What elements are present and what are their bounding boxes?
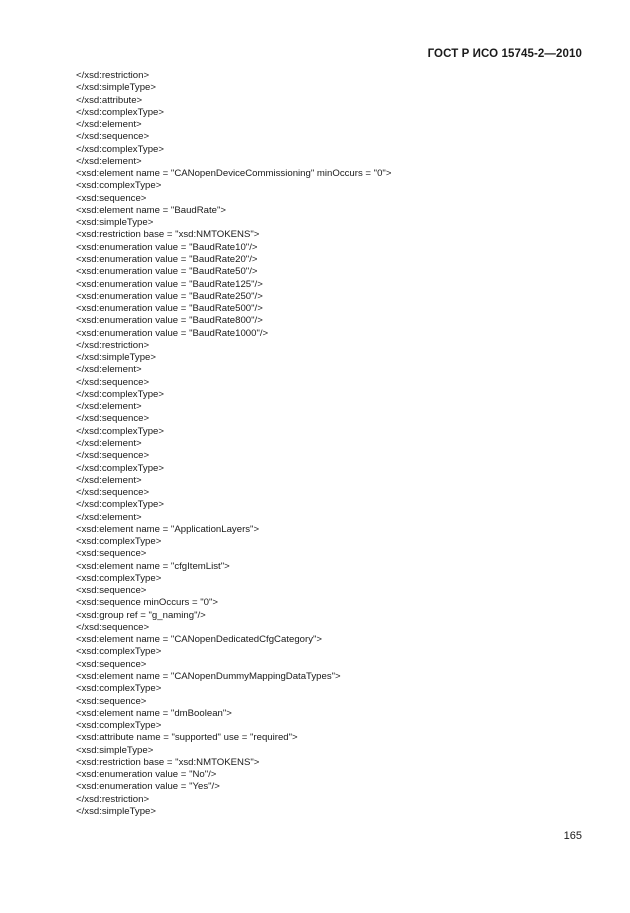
code-line: <xsd:enumeration value = "BaudRate500"/> — [76, 303, 263, 315]
code-line: </xsd:complexType> — [76, 425, 164, 437]
code-line: </xsd:simpleType> — [76, 82, 156, 94]
code-line: <xsd:sequence> — [76, 658, 147, 670]
code-line: </xsd:element> — [76, 119, 142, 131]
code-line: <xsd:element name = "BaudRate"> — [76, 204, 227, 216]
code-line: <xsd:element name = "cfgItemList"> — [76, 560, 230, 572]
code-line: </xsd:sequence> — [76, 376, 150, 388]
code-line: </xsd:complexType> — [76, 106, 164, 118]
code-line: <xsd:sequence> — [76, 192, 147, 204]
code-line: <xsd:sequence> — [76, 585, 147, 597]
code-line: </xsd:complexType> — [76, 143, 164, 155]
code-line: <xsd:element name = "dmBoolean"> — [76, 707, 232, 719]
code-line: </xsd:restriction> — [76, 793, 150, 805]
code-line: </xsd:complexType> — [76, 499, 164, 511]
code-line: </xsd:sequence> — [76, 413, 150, 425]
code-line: <xsd:simpleType> — [76, 217, 154, 229]
code-line: <xsd:complexType> — [76, 180, 162, 192]
code-line: <xsd:restriction base = "xsd:NMTOKENS"> — [76, 229, 260, 241]
code-line: <xsd:enumeration value = "BaudRate50"/> — [76, 266, 258, 278]
code-line: </xsd:simpleType> — [76, 352, 156, 364]
code-line: <xsd:element name = "CANopenDummyMappingDataTypes"> — [76, 671, 341, 683]
code-line: </xsd:element> — [76, 364, 142, 376]
code-line: <xsd:restriction base = "xsd:NMTOKENS"> — [76, 756, 260, 768]
code-line: </xsd:attribute> — [76, 94, 143, 106]
code-line: <xsd:element name = "CANopenDeviceCommissioning" minOccurs = "0"> — [76, 168, 392, 180]
code-line: <xsd:complexType> — [76, 646, 162, 658]
code-line: <xsd:sequence minOccurs = "0"> — [76, 597, 218, 609]
code-line: <xsd:complexType> — [76, 536, 162, 548]
code-line: <xsd:group ref = "g_naming"/> — [76, 609, 206, 621]
code-line: </xsd:element> — [76, 401, 142, 413]
code-line: </xsd:sequence> — [76, 621, 150, 633]
code-line: <xsd:enumeration value = "BaudRate250"/> — [76, 290, 263, 302]
code-line: <xsd:simpleType> — [76, 744, 154, 756]
code-line: </xsd:complexType> — [76, 388, 164, 400]
code-line: <xsd:enumeration value = "BaudRate1000"/> — [76, 327, 269, 339]
code-line: <xsd:enumeration value = "No"/> — [76, 769, 217, 781]
code-line: </xsd:element> — [76, 437, 142, 449]
xsd-code-listing — [76, 70, 391, 818]
code-line: <xsd:element name = "CANopenDedicatedCfgCategory"> — [76, 634, 322, 646]
code-line: <xsd:complexType> — [76, 683, 162, 695]
code-line: <xsd:enumeration value = "BaudRate800"/> — [76, 315, 263, 327]
page-number: 165 — [563, 830, 582, 842]
code-line: </xsd:restriction> — [76, 70, 150, 81]
code-line: <xsd:enumeration value = "BaudRate10"/> — [76, 241, 258, 253]
code-line: <xsd:complexType> — [76, 720, 162, 732]
document-header: ГОСТ Р ИСО 15745-2—2010 — [427, 48, 582, 60]
code-line: </xsd:sequence> — [76, 450, 150, 462]
code-line: </xsd:element> — [76, 474, 142, 486]
code-line: </xsd:complexType> — [76, 462, 164, 474]
code-line: </xsd:simpleType> — [76, 805, 156, 817]
code-line: <xsd:enumeration value = "BaudRate20"/> — [76, 253, 258, 265]
code-line: </xsd:restriction> — [76, 339, 150, 351]
code-line: <xsd:complexType> — [76, 572, 162, 584]
code-line: </xsd:element> — [76, 511, 142, 523]
code-line: <xsd:enumeration value = "Yes"/> — [76, 781, 220, 793]
code-line: <xsd:sequence> — [76, 695, 147, 707]
code-line: </xsd:element> — [76, 155, 142, 167]
code-line: <xsd:element name = "ApplicationLayers"> — [76, 523, 260, 535]
code-line: <xsd:attribute name = "supported" use = "required"> — [76, 732, 298, 744]
code-line: </xsd:sequence> — [76, 487, 150, 499]
code-line: <xsd:enumeration value = "BaudRate125"/> — [76, 278, 263, 290]
code-line: <xsd:sequence> — [76, 548, 147, 560]
code-line: </xsd:sequence> — [76, 131, 150, 143]
